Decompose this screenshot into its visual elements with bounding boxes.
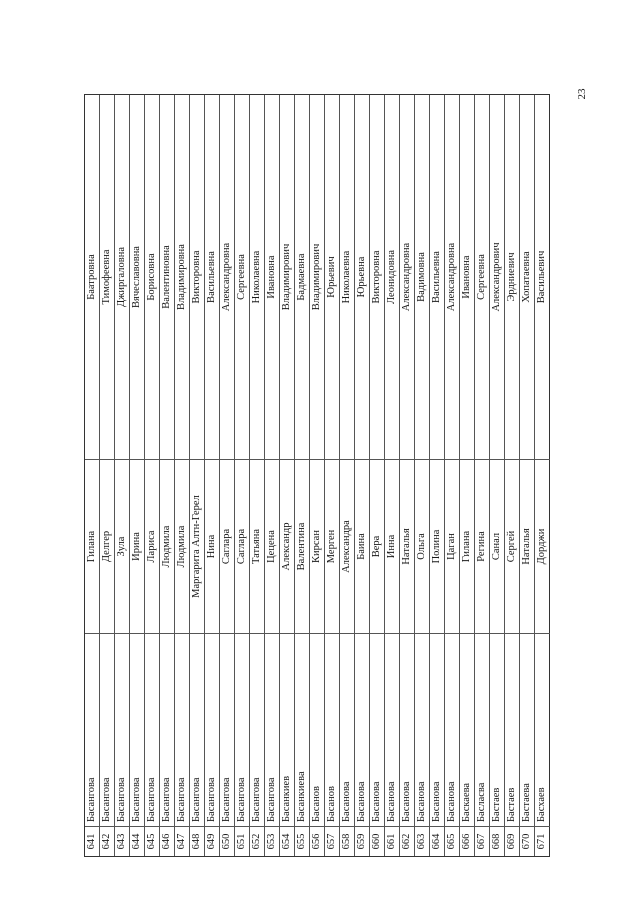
patronymic-cell: Леонидовна: [386, 249, 397, 305]
row-number-cell: 657: [325, 826, 339, 856]
patronymic-cell: Николаевна: [251, 250, 262, 304]
first-name-cell: Гилана: [460, 459, 474, 633]
row-number-cell: 645: [145, 826, 159, 856]
patronymic-cell: Владимирович: [311, 243, 322, 311]
first-name-cell: Кирсан: [310, 459, 324, 633]
last-name-cell: Басангова: [145, 633, 159, 826]
first-name-cell: Зула: [115, 459, 129, 633]
patronymic-cell: Эрдниевич: [506, 252, 517, 302]
row-number-cell: 649: [205, 826, 219, 856]
patronymic-cell: Александровна: [221, 242, 232, 312]
first-name-cell: Саглара: [220, 459, 234, 633]
row-number-cell: 661: [385, 826, 399, 856]
last-name-cell: Бастаев: [505, 633, 519, 826]
row-number-cell: 651: [235, 826, 249, 856]
last-name-cell: Басанова: [340, 633, 354, 826]
last-name-cell: Басангова: [220, 633, 234, 826]
row-number-cell: 671: [535, 826, 550, 856]
row-number-cell: 666: [460, 826, 474, 856]
patronymic-cell: Александровна: [401, 242, 412, 312]
first-name-cell: Людмила: [160, 459, 174, 633]
row-number-cell: 647: [175, 826, 189, 856]
patronymic-cell: Васильевна: [431, 251, 442, 303]
first-name-cell: Ирина: [130, 459, 144, 633]
first-name-cell: Ольга: [415, 459, 429, 633]
patronymic-cell: Тимофеевна: [101, 249, 112, 305]
last-name-cell: Басанкиев: [280, 633, 294, 826]
table-row: [115, 95, 130, 856]
patronymic-cell: Бадмаевна: [296, 253, 307, 301]
table-row: [310, 95, 325, 856]
row-number-cell: 658: [340, 826, 354, 856]
row-number-cell: 643: [115, 826, 129, 856]
last-name-cell: Басангова: [130, 633, 144, 826]
table-row: [220, 95, 235, 856]
table-row: [145, 95, 160, 856]
last-name-cell: Басанкиева: [295, 633, 309, 826]
patronymic-cell: Александрович: [491, 242, 502, 312]
first-name-cell: Татьяна: [250, 459, 264, 633]
first-name-cell: Александр: [280, 459, 294, 633]
first-name-cell: Дорджи: [535, 459, 550, 633]
table-row: [415, 95, 430, 856]
first-name-cell: Вера: [370, 459, 384, 633]
table-row: [490, 95, 505, 856]
row-number-cell: 668: [490, 826, 504, 856]
first-name-cell: Баина: [355, 459, 369, 633]
row-number-cell: 653: [265, 826, 279, 856]
last-name-cell: Басанов: [325, 633, 339, 826]
table-row: [130, 95, 145, 856]
row-number-cell: 642: [100, 826, 114, 856]
row-number-cell: 648: [190, 826, 204, 856]
last-name-cell: Басанова: [400, 633, 414, 826]
row-number-cell: 670: [520, 826, 534, 856]
patronymic-cell: Борисовна: [146, 253, 157, 301]
patronymic-cell: Вадимовна: [416, 252, 427, 302]
table-row: [325, 95, 340, 856]
row-number-cell: 641: [85, 826, 99, 856]
last-name-cell: Басангова: [160, 633, 174, 826]
last-name-cell: Басанова: [385, 633, 399, 826]
table-row: [535, 95, 550, 856]
name-table: [84, 94, 550, 857]
first-name-cell: Маргарита Алтн-Герел: [190, 459, 204, 633]
first-name-cell: Валентина: [295, 459, 309, 633]
first-name-cell: Цаган: [445, 459, 459, 633]
patronymic-cell: Ивановна: [461, 255, 472, 299]
table-row: [340, 95, 355, 856]
row-number-cell: 660: [370, 826, 384, 856]
patronymic-cell: Сергеевна: [236, 254, 247, 300]
table-row: [85, 95, 100, 856]
table-row: [370, 95, 385, 856]
patronymic-cell: Николаевна: [341, 250, 352, 304]
row-number-cell: 662: [400, 826, 414, 856]
row-number-cell: 652: [250, 826, 264, 856]
patronymic-cell: Джиргаловна: [116, 246, 127, 308]
last-name-cell: Бастаева: [520, 633, 534, 826]
table-row: [265, 95, 280, 856]
first-name-cell: Александра: [340, 459, 354, 633]
first-name-cell: Сергей: [505, 459, 519, 633]
table-row: [430, 95, 445, 856]
last-name-cell: Басангова: [175, 633, 189, 826]
last-name-cell: Басангова: [250, 633, 264, 826]
first-name-cell: Наталья: [520, 459, 534, 633]
last-name-cell: Басхаев: [535, 633, 550, 826]
first-name-cell: Лариса: [145, 459, 159, 633]
table-row: [280, 95, 295, 856]
row-number-cell: 664: [430, 826, 444, 856]
table-row: [355, 95, 370, 856]
row-number-cell: 665: [445, 826, 459, 856]
table-row: [235, 95, 250, 856]
table-row: [520, 95, 535, 856]
first-name-cell: Регина: [475, 459, 489, 633]
patronymic-cell: Владимировна: [176, 244, 187, 310]
page-number: 23: [576, 88, 588, 100]
first-name-cell: Инна: [385, 459, 399, 633]
table-row: [475, 95, 490, 856]
table-row: [295, 95, 310, 856]
last-name-cell: Басанова: [370, 633, 384, 826]
row-number-cell: 654: [280, 826, 294, 856]
first-name-cell: Саглара: [235, 459, 249, 633]
table-row: [385, 95, 400, 856]
patronymic-cell: Вячеславовна: [131, 246, 142, 308]
patronymic-cell: Викторовна: [191, 250, 202, 304]
first-name-cell: Цецена: [265, 459, 279, 633]
patronymic-cell: Ивановна: [266, 255, 277, 299]
last-name-cell: Баскаева: [460, 633, 474, 826]
last-name-cell: Басангова: [265, 633, 279, 826]
patronymic-cell: Валентиновна: [161, 245, 172, 309]
table-row: [445, 95, 460, 856]
first-name-cell: Людмила: [175, 459, 189, 633]
row-number-cell: 656: [310, 826, 324, 856]
last-name-cell: Басангова: [190, 633, 204, 826]
last-name-cell: Басангова: [85, 633, 99, 826]
patronymic-cell: Васильевич: [536, 250, 547, 304]
row-number-cell: 659: [355, 826, 369, 856]
first-name-cell: Нина: [205, 459, 219, 633]
patronymic-cell: Владимирович: [281, 243, 292, 311]
row-number-cell: 663: [415, 826, 429, 856]
first-name-cell: Гилана: [85, 459, 99, 633]
patronymic-cell: Хопатаевна: [521, 251, 532, 303]
last-name-cell: Басангова: [205, 633, 219, 826]
last-name-cell: Басанова: [445, 633, 459, 826]
first-name-cell: Мерген: [325, 459, 339, 633]
row-number-cell: 644: [130, 826, 144, 856]
table-row: [505, 95, 520, 856]
table-row: [175, 95, 190, 856]
row-number-cell: 667: [475, 826, 489, 856]
last-name-cell: Басанова: [415, 633, 429, 826]
patronymic-cell: Юрьевна: [356, 256, 367, 298]
patronymic-cell: Сергеевна: [476, 254, 487, 300]
row-number-cell: 646: [160, 826, 174, 856]
table-row: [205, 95, 220, 856]
table-row: [190, 95, 205, 856]
first-name-cell: Наталья: [400, 459, 414, 633]
table-row: [400, 95, 415, 856]
last-name-cell: Бастаев: [490, 633, 504, 826]
last-name-cell: Басангова: [235, 633, 249, 826]
table-row: [250, 95, 265, 856]
first-name-cell: Санал: [490, 459, 504, 633]
last-name-cell: Басанова: [355, 633, 369, 826]
last-name-cell: Басангова: [115, 633, 129, 826]
patronymic-cell: Васильевна: [206, 251, 217, 303]
last-name-cell: Басангова: [100, 633, 114, 826]
patronymic-cell: Викторовна: [371, 250, 382, 304]
table-row: [460, 95, 475, 856]
first-name-cell: Полина: [430, 459, 444, 633]
last-name-cell: Басласва: [475, 633, 489, 826]
table-row: [160, 95, 175, 856]
row-number-cell: 669: [505, 826, 519, 856]
table-row: [100, 95, 115, 856]
first-name-cell: Делгер: [100, 459, 114, 633]
last-name-cell: Басанова: [430, 633, 444, 826]
row-number-cell: 655: [295, 826, 309, 856]
patronymic-cell: Александровна: [446, 242, 457, 312]
patronymic-cell: Баатровна: [86, 254, 97, 300]
last-name-cell: Басанов: [310, 633, 324, 826]
patronymic-cell: Юрьевич: [326, 256, 337, 298]
row-number-cell: 650: [220, 826, 234, 856]
name-table-grid: [84, 94, 550, 857]
